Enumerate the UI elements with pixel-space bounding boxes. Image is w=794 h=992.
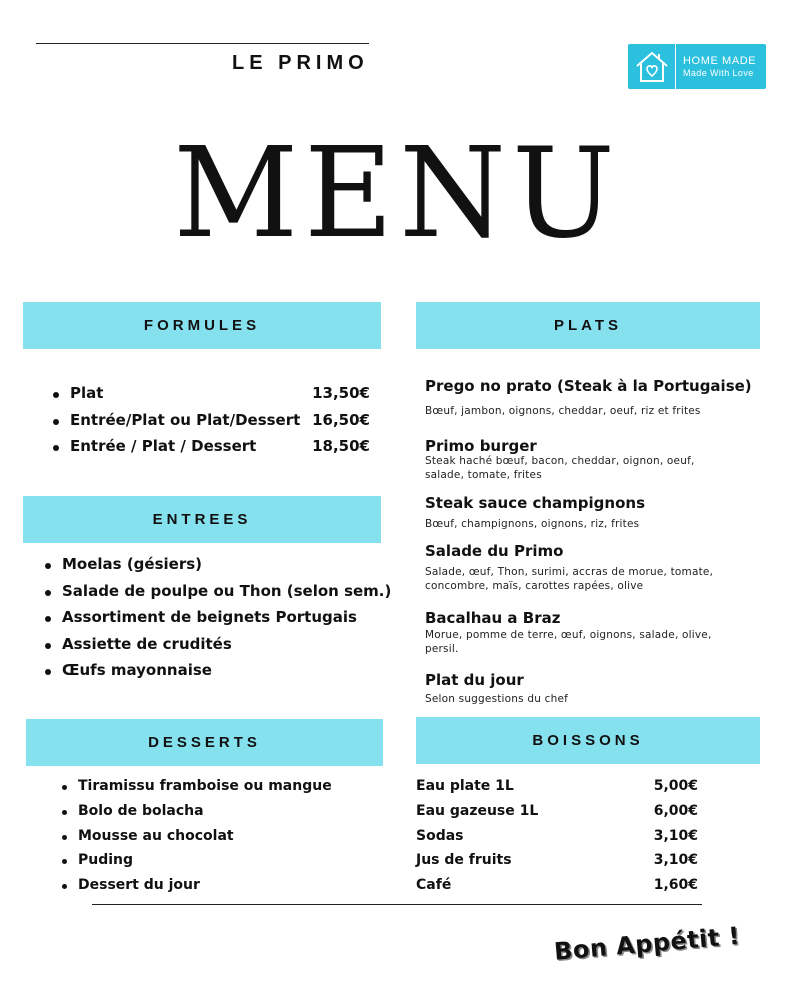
boisson-price: 3,10€	[653, 852, 698, 869]
dessert-item: Mousse au chocolat	[60, 828, 390, 853]
dessert-item: Tiramissu framboise ou mangue	[60, 778, 390, 803]
boisson-price: 3,10€	[653, 827, 698, 844]
formule-item	[52, 384, 370, 411]
restaurant-name: LE PRIMO	[232, 52, 369, 74]
plat-item	[425, 609, 755, 656]
section-header-boissons: BOISSONS	[416, 717, 760, 764]
plat-item	[425, 494, 755, 531]
boisson-name: Café	[416, 877, 452, 894]
footer-divider	[92, 904, 702, 905]
boisson-item	[416, 877, 698, 902]
dessert-item: Dessert du jour	[60, 877, 390, 902]
plat-name: Bacalhau a Braz	[425, 609, 561, 627]
boisson-name: Jus de fruits	[416, 852, 512, 869]
entree-item: Salade de poulpe ou Thon (selon sem.)	[44, 582, 384, 609]
bon-appetit-text: Bon Appétit !	[553, 921, 742, 966]
badge-line1: HOME MADE	[683, 55, 757, 67]
boisson-item	[416, 852, 698, 877]
header-divider-top	[36, 43, 369, 44]
section-header-plats: PLATS	[416, 302, 760, 349]
formule-item	[52, 411, 370, 438]
entree-item: Assiette de crudités	[44, 635, 384, 662]
house-heart-icon	[628, 44, 676, 89]
menu-title: MENU	[173, 120, 621, 266]
dessert-item: Puding	[60, 852, 390, 877]
formule-price: 18,50€	[312, 437, 370, 455]
home-made-badge	[628, 44, 766, 89]
plat-item	[425, 437, 755, 482]
entrees-list	[44, 555, 392, 688]
desserts-list	[60, 778, 390, 902]
formules-list	[52, 384, 370, 464]
plat-name: Prego no prato (Steak à la Portugaise)	[425, 377, 752, 395]
plat-name: Steak sauce champignons	[425, 494, 646, 512]
boisson-price: 1,60€	[653, 877, 698, 894]
boisson-name: Sodas	[416, 827, 464, 844]
section-header-formules: FORMULES	[23, 302, 381, 349]
boisson-item	[416, 778, 698, 803]
badge-line2: Made With Love	[683, 67, 754, 78]
plat-item	[425, 671, 755, 706]
entree-item: Œufs mayonnaise	[44, 661, 384, 688]
boisson-price: 6,00€	[653, 802, 698, 819]
dessert-item: Bolo de bolacha	[60, 803, 390, 828]
plat-name: Salade du Primo	[425, 542, 564, 560]
boisson-item	[416, 828, 698, 853]
plat-name: Primo burger	[425, 437, 537, 455]
formule-name: Entrée / Plat / Dessert	[70, 437, 257, 455]
plat-item	[425, 542, 755, 593]
plat-description: Selon suggestions du chef	[425, 693, 569, 705]
plat-name: Plat du jour	[425, 671, 524, 689]
section-header-desserts: DESSERTS	[26, 719, 383, 766]
plat-item	[425, 377, 755, 418]
plat-description: Morue, pomme de terre, œuf, oignons, salade, olive, persil.	[425, 629, 712, 655]
boisson-price: 5,00€	[653, 778, 698, 794]
boisson-item	[416, 803, 698, 828]
boissons-list	[416, 778, 698, 902]
section-header-entrees: ENTREES	[23, 496, 381, 543]
entree-item: Moelas (gésiers)	[44, 555, 384, 582]
plat-description: Bœuf, champignons, oignons, riz, frites	[425, 518, 640, 530]
plat-description: Salade, œuf, Thon, surimi, accras de morue, tomate, concombre, maïs, carottes rapées, olive	[425, 566, 714, 592]
boisson-name: Eau gazeuse 1L	[416, 802, 539, 819]
plat-description: Steak haché bœuf, bacon, cheddar, oignon, oeuf, salade, tomate, frites	[425, 455, 695, 481]
formule-price: 13,50€	[312, 384, 370, 402]
entree-item: Assortiment de beignets Portugais	[44, 608, 384, 635]
formule-name: Plat	[70, 384, 104, 402]
formule-item	[52, 437, 370, 464]
formule-name: Entrée/Plat ou Plat/Dessert	[70, 410, 301, 429]
plat-description: Bœuf, jambon, oignons, cheddar, oeuf, riz et frites	[425, 405, 701, 417]
boisson-name: Eau plate 1L	[416, 778, 514, 794]
formule-price: 16,50€	[312, 410, 370, 429]
